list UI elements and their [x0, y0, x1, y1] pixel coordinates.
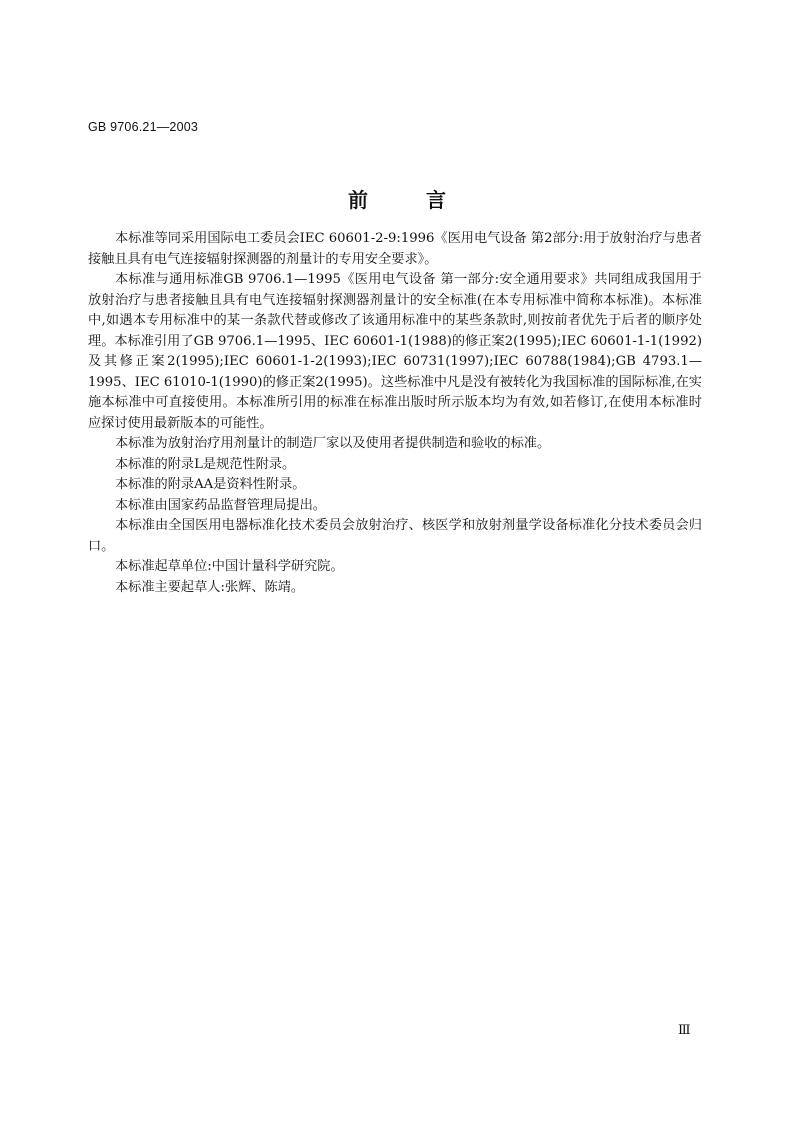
paragraph-drafting-unit: 本标准起草单位:中国计量科学研究院。: [115, 559, 344, 574]
paragraph-purpose: 本标准为放射治疗用剂量计的制造厂家以及使用者提供制造和验收的标准。: [115, 436, 551, 451]
page-number: Ⅲ: [678, 1022, 691, 1037]
paragraph-annex-l: 本标准的附录L是规范性附录。: [115, 456, 296, 472]
standard-code-header: GB 9706.21—2003: [88, 120, 199, 134]
paragraph-adoption: 本标准等同采用国际电工委员会IEC 60601-2-9:1996《医用电气设备 第2部分:用于放射治疗与患者接触且具有电气连接辐射探测器的剂量计的专用安全要求》。: [88, 231, 702, 267]
paragraph-administered-by: 本标准由全国医用电器标准化技术委员会放射治疗、核医学和放射剂量学设备标准化分技术委员会归口。: [88, 518, 702, 554]
foreword-body: [88, 229, 702, 598]
page-title: 前言: [348, 188, 504, 212]
paragraph-annex-aa: 本标准的附录AA是资料性附录。: [115, 477, 306, 492]
paragraph-relation-to-general-standard: 本标准与通用标准GB 9706.1—1995《医用电气设备 第一部分:安全通用要求》共同组成我国用于放射治疗与患者接触且具有电气连接辐射探测器剂量计的安全标准(在本专用标准中简称本标准)。本标准中,如遇本专用标准中的某一条款代替或修改了该通用标准中的某些条款时,则按前者优先于后者的顺序处理。本标准引用了GB 9706.1—1995、IEC 60601-1(1988)的修正案2(1995);IEC 60601-1-1(1992)及其修正案2(1995);IEC 60601-1-2(1993);IEC 60731(1997);IEC 60788(1984);GB 4793.1—1995、IEC 61010-1(1990)的修正案2(1995)。这些标准中凡是没有被转化为我国标准的国际标准,在实施本标准中可直接使用。本标准所引用的标准在标准出版时所示版本均为有效,如若修订,在使用本标准时应探讨使用最新版本的可能性。: [88, 272, 702, 431]
paragraph-proposed-by: 本标准由国家药品监督管理局提出。: [115, 497, 326, 513]
paragraph-drafters: 本标准主要起草人:张辉、陈靖。: [115, 579, 305, 595]
